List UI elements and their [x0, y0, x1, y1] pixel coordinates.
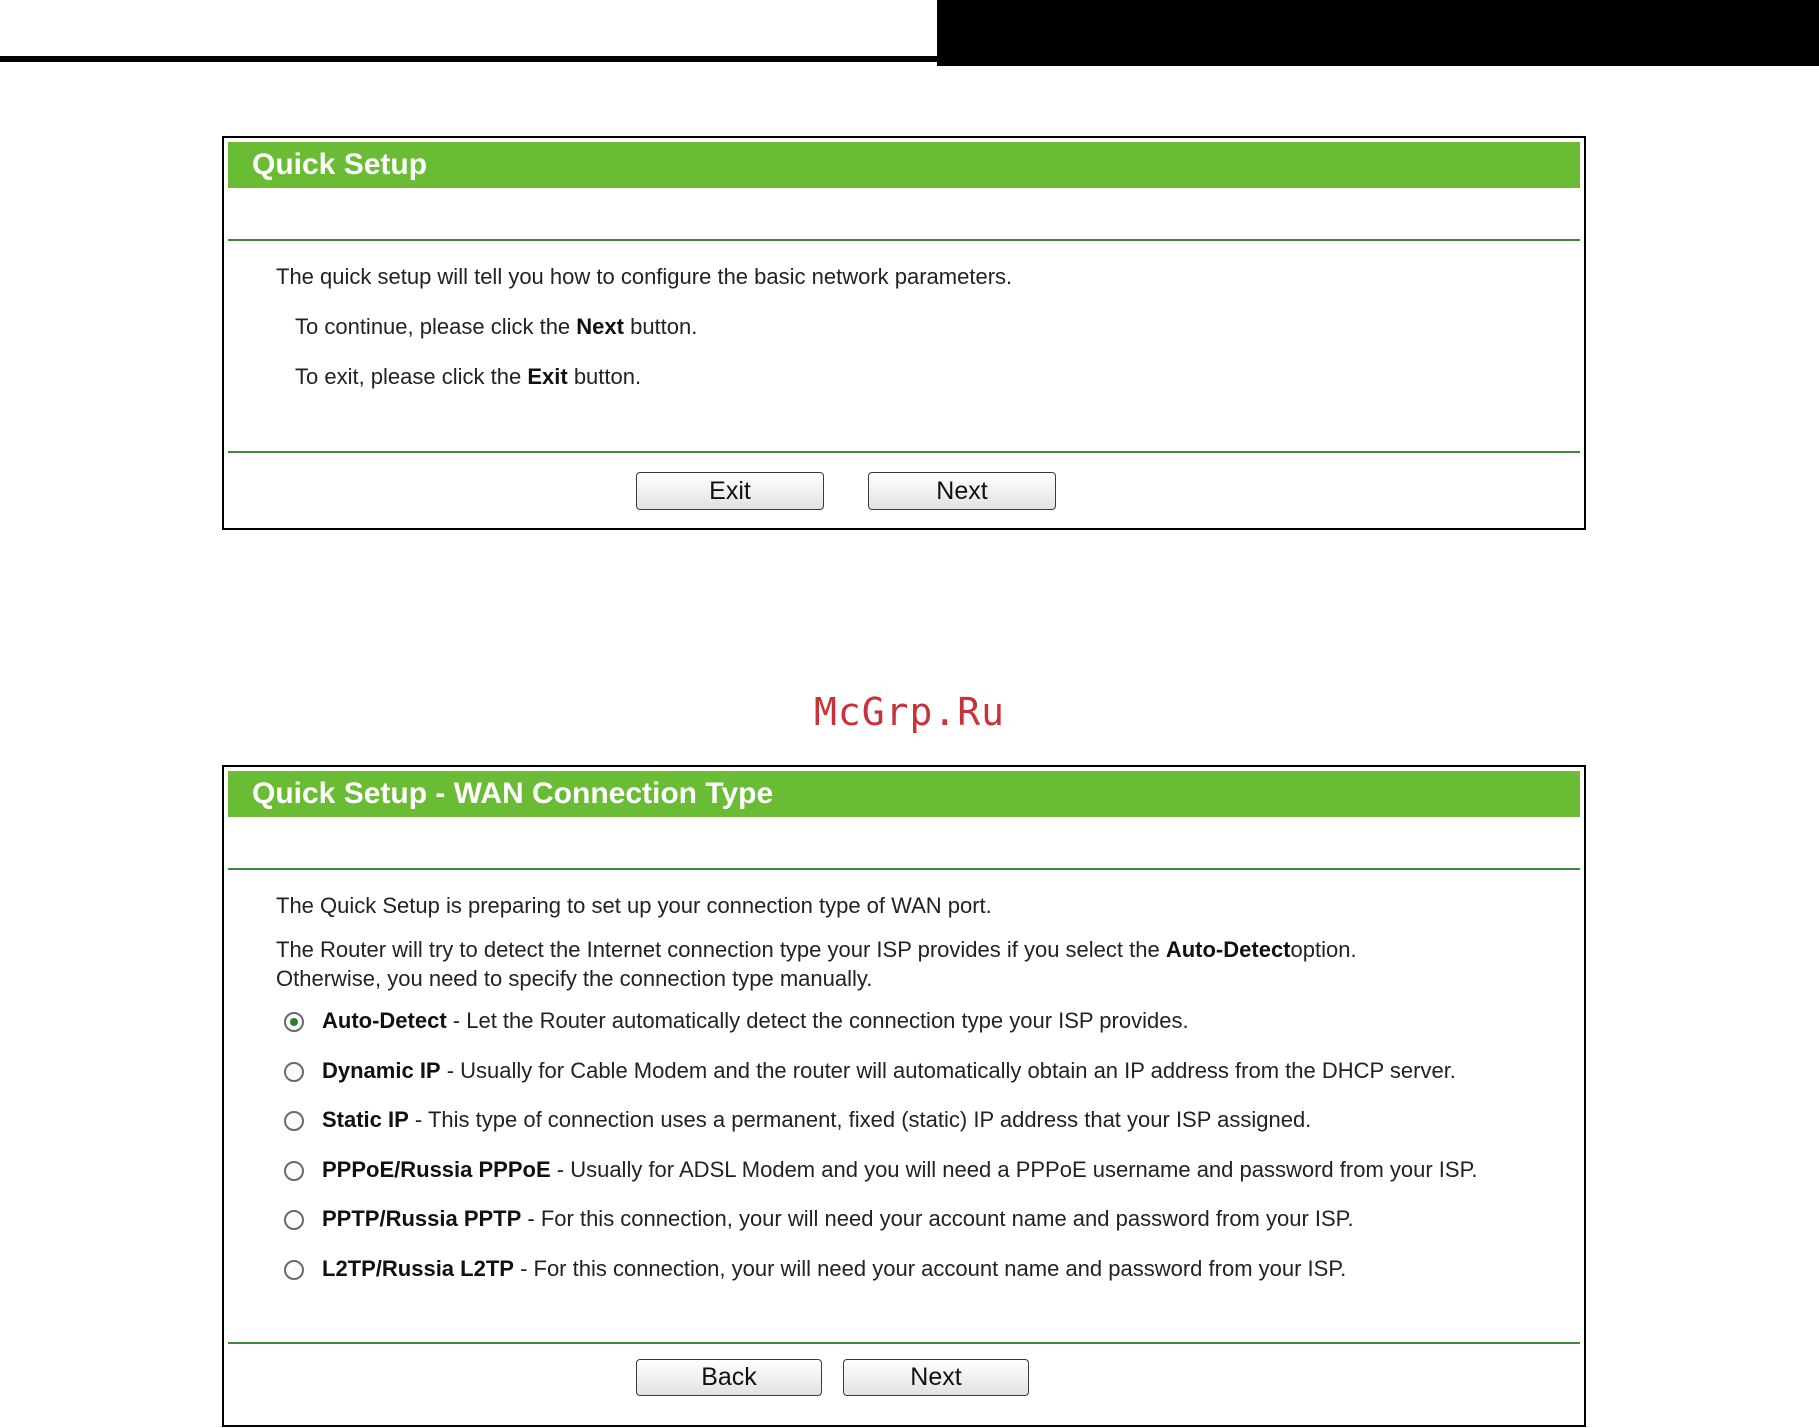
divider — [228, 1342, 1580, 1344]
exit-button[interactable]: Exit — [636, 472, 824, 510]
radio-pppoe-russia-pppoe[interactable] — [284, 1161, 304, 1181]
option-description: - Usually for ADSL Modem and you will need a PPPoE username and password from your ISP. — [550, 1156, 1478, 1182]
back-button[interactable]: Back — [636, 1359, 822, 1396]
divider — [228, 239, 1580, 241]
option-name: L2TP/Russia L2TP — [322, 1256, 514, 1281]
next-button[interactable]: Next — [868, 472, 1056, 510]
option-description: - For this connection, your will need your account name and password from your ISP. — [521, 1206, 1354, 1232]
radio-auto-detect[interactable] — [284, 1012, 304, 1032]
radio-pptp-russia-pptp[interactable] — [284, 1210, 304, 1230]
option-label[interactable] — [322, 1058, 1456, 1084]
next-button[interactable]: Next — [843, 1359, 1029, 1396]
radio-l2tp-russia-l2tp[interactable] — [284, 1260, 304, 1280]
option-label[interactable] — [322, 1157, 1478, 1183]
panel-title: Quick Setup — [228, 142, 1580, 188]
continue-instruction: To continue, please click the Next button. — [295, 314, 698, 339]
option-name: Static IP — [322, 1107, 409, 1133]
exit-instruction: To exit, please click the Exit button. — [295, 364, 642, 389]
quick-setup-panel — [222, 136, 1586, 530]
option-label[interactable] — [322, 1107, 1311, 1133]
panel-title: Quick Setup - WAN Connection Type — [228, 771, 1580, 817]
option-description: - For this connection, your will need your account name and password from your ISP. — [513, 1256, 1347, 1281]
top-bar-left — [0, 0, 937, 62]
radio-static-ip[interactable] — [284, 1111, 304, 1131]
wan-intro: The Quick Setup is preparing to set up your connection type of WAN port. — [276, 893, 992, 918]
option-name: PPPoE/Russia PPPoE — [322, 1156, 551, 1182]
option-description: - This type of connection uses a permanent, fixed (static) IP address that your ISP assigned. — [408, 1107, 1312, 1133]
wan-manual-note: Otherwise, you need to specify the connection type manually. — [276, 966, 873, 991]
radio-dynamic-ip[interactable] — [284, 1062, 304, 1082]
divider — [228, 451, 1580, 453]
divider — [228, 868, 1580, 870]
option-label[interactable] — [322, 1008, 1189, 1034]
intro-text: The quick setup will tell you how to configure the basic network parameters. — [276, 264, 1013, 289]
option-name: PPTP/Russia PPTP — [322, 1206, 522, 1232]
watermark: McGrp.Ru — [814, 690, 1006, 734]
wan-connection-type-panel — [222, 765, 1586, 1427]
option-label[interactable] — [322, 1256, 1346, 1282]
wan-detect-note: The Router will try to detect the Internet connection type your ISP provides if you select the Auto-Detectoption. — [276, 937, 1357, 962]
option-name: Dynamic IP — [322, 1057, 441, 1083]
option-label[interactable] — [322, 1206, 1354, 1232]
option-name: Auto-Detect — [322, 1008, 447, 1033]
option-description: - Let the Router automatically detect the connection type your ISP provides. — [446, 1008, 1189, 1033]
top-bar-right — [937, 0, 1819, 66]
option-description: - Usually for Cable Modem and the router will automatically obtain an IP address from the DHCP server. — [440, 1057, 1456, 1083]
